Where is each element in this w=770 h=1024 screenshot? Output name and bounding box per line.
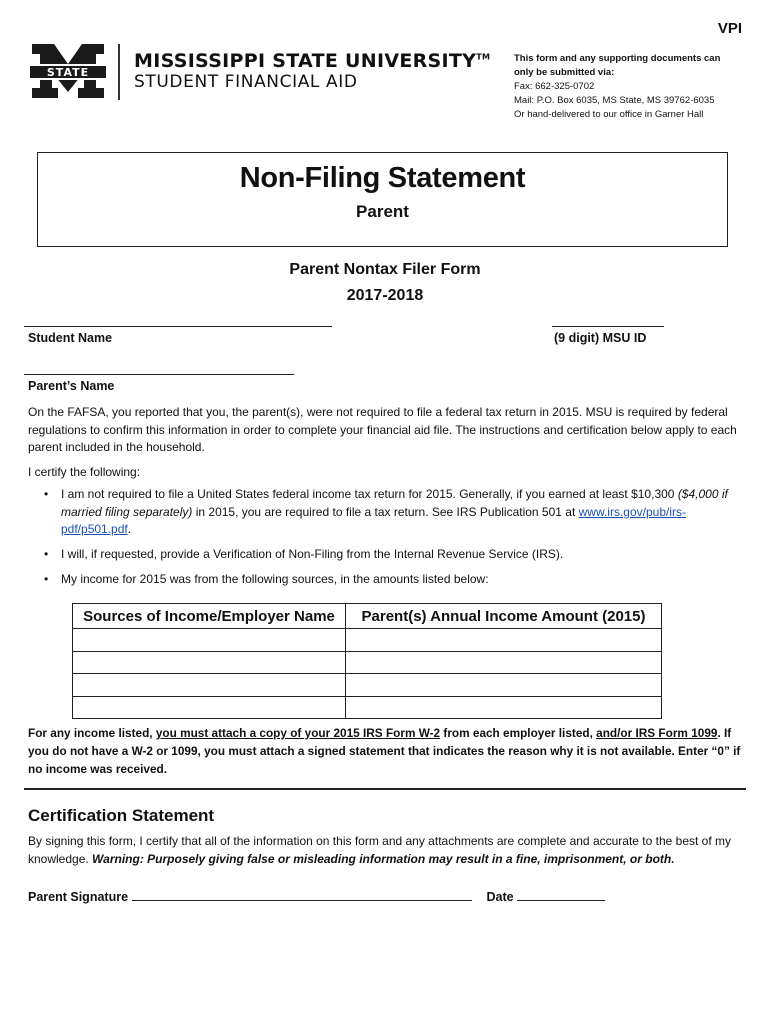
logo-divider [118,44,120,100]
submission-hand: Or hand-delivered to our office in Garner Hall [514,109,704,120]
title-box [37,152,728,247]
bullet-item-3: • My income for 2015 was from the following sources, in the amounts listed below: [44,571,734,589]
student-name-label: Student Name [28,331,113,345]
submission-fax: Fax: 662-325-0702 [514,81,595,92]
income-table [72,603,662,719]
income-source-header: Sources of Income/Employer Name [73,604,346,629]
msu-id-label: (9 digit) MSU ID [554,331,647,345]
submission-info [514,52,750,122]
income-amount-header: Parent(s) Annual Income Amount (2015) [346,604,662,629]
university-logo [26,42,491,102]
bullet-item-1: • I am not required to file a United States federal income tax return for 2015. Generally, if you earned at least $10,300 ($4,000 if married filing separately) in 2015, you are required to file a tax return. See IRS Publication 501 at www.irs.gov/pub/irs-pdf/p501.pdf. [44,487,728,536]
irs-publication-link[interactable]: www.irs.gov/pub/irs-pdf/p501.pdf [61,504,687,536]
certification-heading: Certification Statement [28,806,215,825]
form-code: VPI [717,20,742,37]
parent-signature-label: Parent Signature [28,890,129,904]
income-source-cell[interactable] [73,696,346,719]
table-row [73,674,662,697]
bullet-icon: • [44,547,49,561]
parent-name-field[interactable] [24,374,294,375]
page-subtitle: Parent [356,202,409,221]
page-title: Non-Filing Statement [239,162,526,194]
certify-lead: I certify the following: [28,465,141,479]
date-label: Date [486,890,514,904]
section-divider [24,788,746,790]
table-row [73,629,662,652]
bullet-icon: • [44,572,49,586]
university-name: MISSISSIPPI STATE UNIVERSITY™ [134,50,491,72]
certification-warning: Warning: Purposely giving false or misleading information may result in a fine, imprisonment, or both. [92,852,675,866]
parent-name-label: Parent’s Name [28,379,115,393]
income-source-cell[interactable] [73,629,346,652]
submission-intro-1: This form and any supporting documents can [514,53,721,64]
form-year: 2017-2018 [346,287,424,304]
bullet-icon: • [44,487,49,501]
msu-id-field[interactable] [552,326,664,327]
intro-paragraph: On the FAFSA, you reported that you, the parent(s), were not required to file a federal tax return in 2015. MSU is required by federal regulations to confirm this information in order to complete your financial aid file. The instructions and certification below apply to each parent included in the household. [28,405,737,454]
submission-intro-2: only be submitted via: [514,67,615,78]
attachment-note: For any income listed, you must attach a copy of your 2015 IRS Form W-2 from each employer listed, and/or IRS Form 1099. If you do not have a W-2 or 1099, you must attach a signed statement that indicates the reason why it is not available. Enter “0” if no income was received. [28,726,741,776]
table-row [73,651,662,674]
bullet-item-2: • I will, if requested, provide a Verification of Non-Filing from the Internal Revenue Service (IRS). [44,546,734,564]
submission-mail: Mail: P.O. Box 6035, MS State, MS 39762-6035 [514,95,715,106]
table-row [73,696,662,719]
income-amount-cell[interactable] [346,651,662,674]
income-amount-cell[interactable] [346,674,662,697]
parent-signature-field[interactable] [132,888,472,901]
form-name: Parent Nontax Filer Form [289,261,481,278]
department-name: STUDENT FINANCIAL AID [134,72,358,92]
msu-m-logo-icon [26,42,110,100]
date-field[interactable] [517,888,605,901]
income-amount-cell[interactable] [346,629,662,652]
student-name-field[interactable] [24,326,332,327]
income-table-header [73,604,662,629]
certification-text: By signing this form, I certify that all of the information on this form and any attachments are complete and accurate to the best of my knowledge. Warning: Purposely giving false or misleading information may result in a fine, imprisonment, or both. [28,834,732,866]
income-amount-cell[interactable] [346,696,662,719]
income-source-cell[interactable] [73,674,346,697]
logo-badge-text: STATE [46,66,90,79]
form-heading [0,257,770,309]
income-source-cell[interactable] [73,651,346,674]
signature-row [28,888,605,904]
